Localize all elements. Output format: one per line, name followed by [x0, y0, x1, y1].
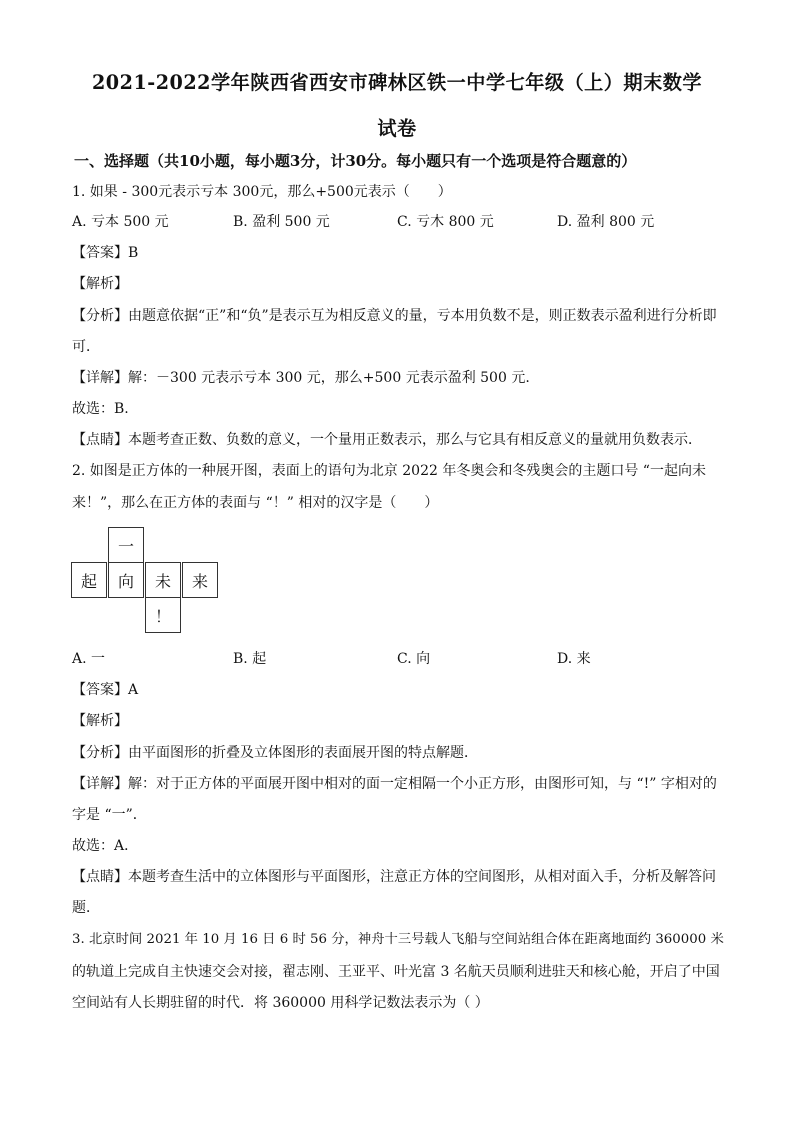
q3-stem-line2: 的轨道上完成自主快速交会对接，翟志刚、王亚平、叶光富 3 名航天员顺利进驻天和核心舱，开启了中国 [72, 964, 720, 980]
q2-fenxi: 【分析】由平面图形的折叠及立体图形的表面展开图的特点解题． [72, 745, 478, 761]
q1-fenxi-line2: 可． [72, 339, 100, 355]
q2-guxuan: 故选：A． [72, 838, 139, 854]
q2-stem-line2: 来！”，那么在正方体的表面与 “！” 相对的汉字是（ ） [72, 495, 439, 511]
q2-stem-line1: 2. 如图是正方体的一种展开图，表面上的语句为北京 2022 年冬奥会和冬残奥会的主题口号 “一起向未 [72, 463, 706, 479]
net-cell-bottom: ！ [145, 597, 181, 633]
q1-analysis-label: 【解析】 [72, 276, 128, 292]
net-cell-2: 向 [108, 562, 144, 598]
net-cell-3: 未 [145, 562, 181, 598]
q2-dianjing-line1: 【点睛】本题考查生活中的立体图形与平面图形，注意正方体的空间图形，从相对面入手，分析及解答问 [72, 869, 716, 885]
q2-analysis-label: 【解析】 [72, 713, 128, 729]
q1-option-b: B. 盈利 500 元 [233, 214, 330, 230]
q2-option-d: D. 来 [557, 651, 591, 667]
exam-title-line2: 试卷 [377, 117, 417, 140]
q2-option-a: A. 一 [72, 651, 106, 667]
q1-option-d: D. 盈利 800 元 [557, 214, 655, 230]
q1-stem: 1. 如果 - 300元表示亏本 300元，那么+500元表示（ ） [72, 184, 452, 200]
cube-net-figure [71, 527, 221, 637]
q1-option-a: A. 亏本 500 元 [72, 214, 169, 230]
q2-option-c: C. 向 [397, 651, 431, 667]
q1-fenxi-line1: 【分析】由题意依据“正”和“负”是表示互为相反意义的量，亏本用负数不是，则正数表示盈利进行分析即 [72, 308, 717, 324]
net-cell-4: 来 [182, 562, 218, 598]
q3-stem-line1: 3. 北京时间 2021 年 10 月 16 日 6 时 56 分，神舟十三号载人飞船与空间站组合体在距离地面约 360000 米 [72, 932, 724, 947]
q3-stem-line3: 空间站有人长期驻留的时代．将 360000 用科学记数法表示为（ ） [72, 995, 489, 1011]
q2-dianjing-line2: 题． [72, 900, 100, 916]
net-cell-1: 起 [71, 562, 107, 598]
q1-guxuan: 故选：B. [72, 401, 129, 417]
q2-option-b: B. 起 [233, 651, 267, 667]
q2-xiangjie-line1: 【详解】解：对于正方体的平面展开图中相对的面一定相隔一个小正方形，由图形可知，与 “!” 字相对的 [72, 776, 717, 792]
exam-title-line1: 2021-2022学年陕西省西安市碑林区铁一中学七年级（上）期末数学 [91, 71, 702, 94]
q2-answer: 【答案】A [72, 682, 139, 698]
net-cell-top: 一 [108, 527, 144, 563]
q1-answer: 【答案】B [72, 245, 139, 261]
q1-xiangjie: 【详解】解：－300 元表示亏本 300 元，那么+500 元表示盈利 500 元. [72, 370, 530, 386]
q1-dianjing: 【点睛】本题考查正数、负数的意义，一个量用正数表示，那么与它具有相反意义的量就用负数表示． [72, 432, 702, 448]
section-heading: 一、选择题（共10小题，每小题3分，计30分。每小题只有一个选项是符合题意的） [74, 152, 637, 170]
q2-xiangjie-line2: 字是 “一”． [72, 807, 147, 823]
q1-option-c: C. 亏木 800 元 [397, 214, 494, 230]
